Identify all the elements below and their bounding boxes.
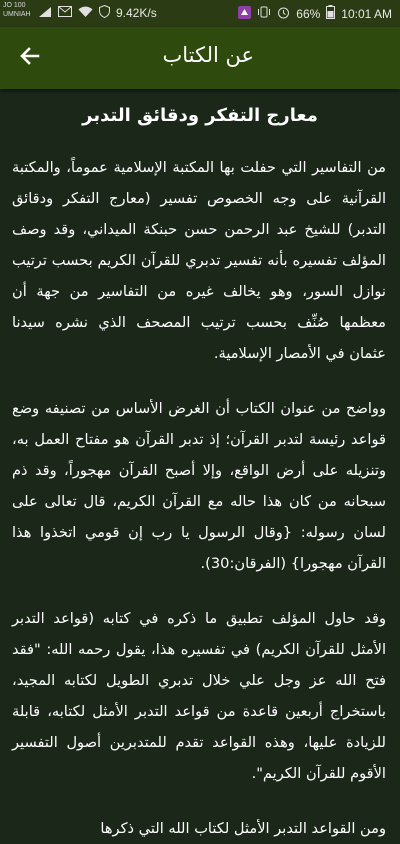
battery-percent: 66% bbox=[296, 6, 321, 21]
clock: 10:01 AM bbox=[341, 6, 392, 21]
paragraph-4: ومن القواعد التدبر الأمثل لكتاب الله التي ذكرها bbox=[100, 820, 386, 837]
paragraph-3: وقد حاول المؤلف تطبيق ما ذكره في كتابه (قواعد التدبر الأمثل للقرآن الكريم) في تفسيره هذا، يقول رحمه الله: "فقد فتح الله عز وجل علي خلال تدبري الطويل لكتابه المجيد، باستخراج أربعين قاعدة من قواعد التدبر الأمثل لكتابه، قابلة للزيادة عليها، وهذه القواعد تقدم للمتدبرين أصول التفسير الأقوم للقرآن الكريم". bbox=[12, 610, 386, 782]
shield-icon bbox=[99, 5, 110, 21]
alarm-icon bbox=[277, 6, 290, 22]
carrier-line-1: JO 100 bbox=[3, 2, 26, 9]
paragraph-2: وواضح من عنوان الكتاب أن الغرض الأساس من تصنيفه وضع قواعد رئيسة لتدبر القرآن؛ إذ تدبر القرآن هو مفتاح العمل به، وتنزيله على أرض الواقع، وإلا أصبح القرآن مهجوراً، وقد ذم سبحانه من كان هذا حاله مع القرآن الكريم، قال تعالى على لسان رسوله: {وقال الرسول يا رب إن قومي اتخذوا هذا القرآن مهجورا} (الفرقان:30). bbox=[12, 400, 386, 572]
carrier-info bbox=[3, 1, 31, 19]
battery-icon bbox=[326, 5, 335, 22]
status-left-group bbox=[38, 5, 157, 21]
mail-icon bbox=[58, 6, 72, 20]
app-notification-icon bbox=[238, 6, 251, 22]
book-content[interactable] bbox=[0, 89, 400, 837]
wifi-icon bbox=[78, 6, 93, 21]
arrow-left-icon bbox=[20, 47, 40, 69]
vibrate-icon bbox=[257, 6, 271, 21]
carrier-line-2: UMNIAH bbox=[3, 11, 31, 18]
back-button[interactable] bbox=[14, 43, 46, 73]
status-right-group bbox=[238, 5, 392, 22]
signal-icon bbox=[38, 6, 52, 21]
paragraph-1: من التفاسير التي حفلت بها المكتبة الإسلامية عموماً، والمكتبة القرآنية على وجه الخصوص تفسير (معارج التفكر ودقائق التدبر) للشيخ عبد الرحمن حسن حبنكة الميداني، وقد وصف المؤلف تفسيره بأنه تفسير تدبري للقرآن الكريم بحسب ترتيب نوازل السور، وهو يخالف غيره من التفاسير من جهة أن معظمها صُنِّف بحسب ترتيب المصحف الذي نشره سيدنا عثمان في الأمصار الإسلامية. bbox=[12, 159, 386, 362]
app-bar bbox=[0, 27, 400, 89]
book-heading: معارج التفكر ودقائق التدبر bbox=[82, 105, 318, 126]
network-speed: 9.42K/s bbox=[116, 6, 157, 20]
page-title: عن الكتاب bbox=[162, 43, 254, 67]
status-bar bbox=[0, 0, 400, 27]
